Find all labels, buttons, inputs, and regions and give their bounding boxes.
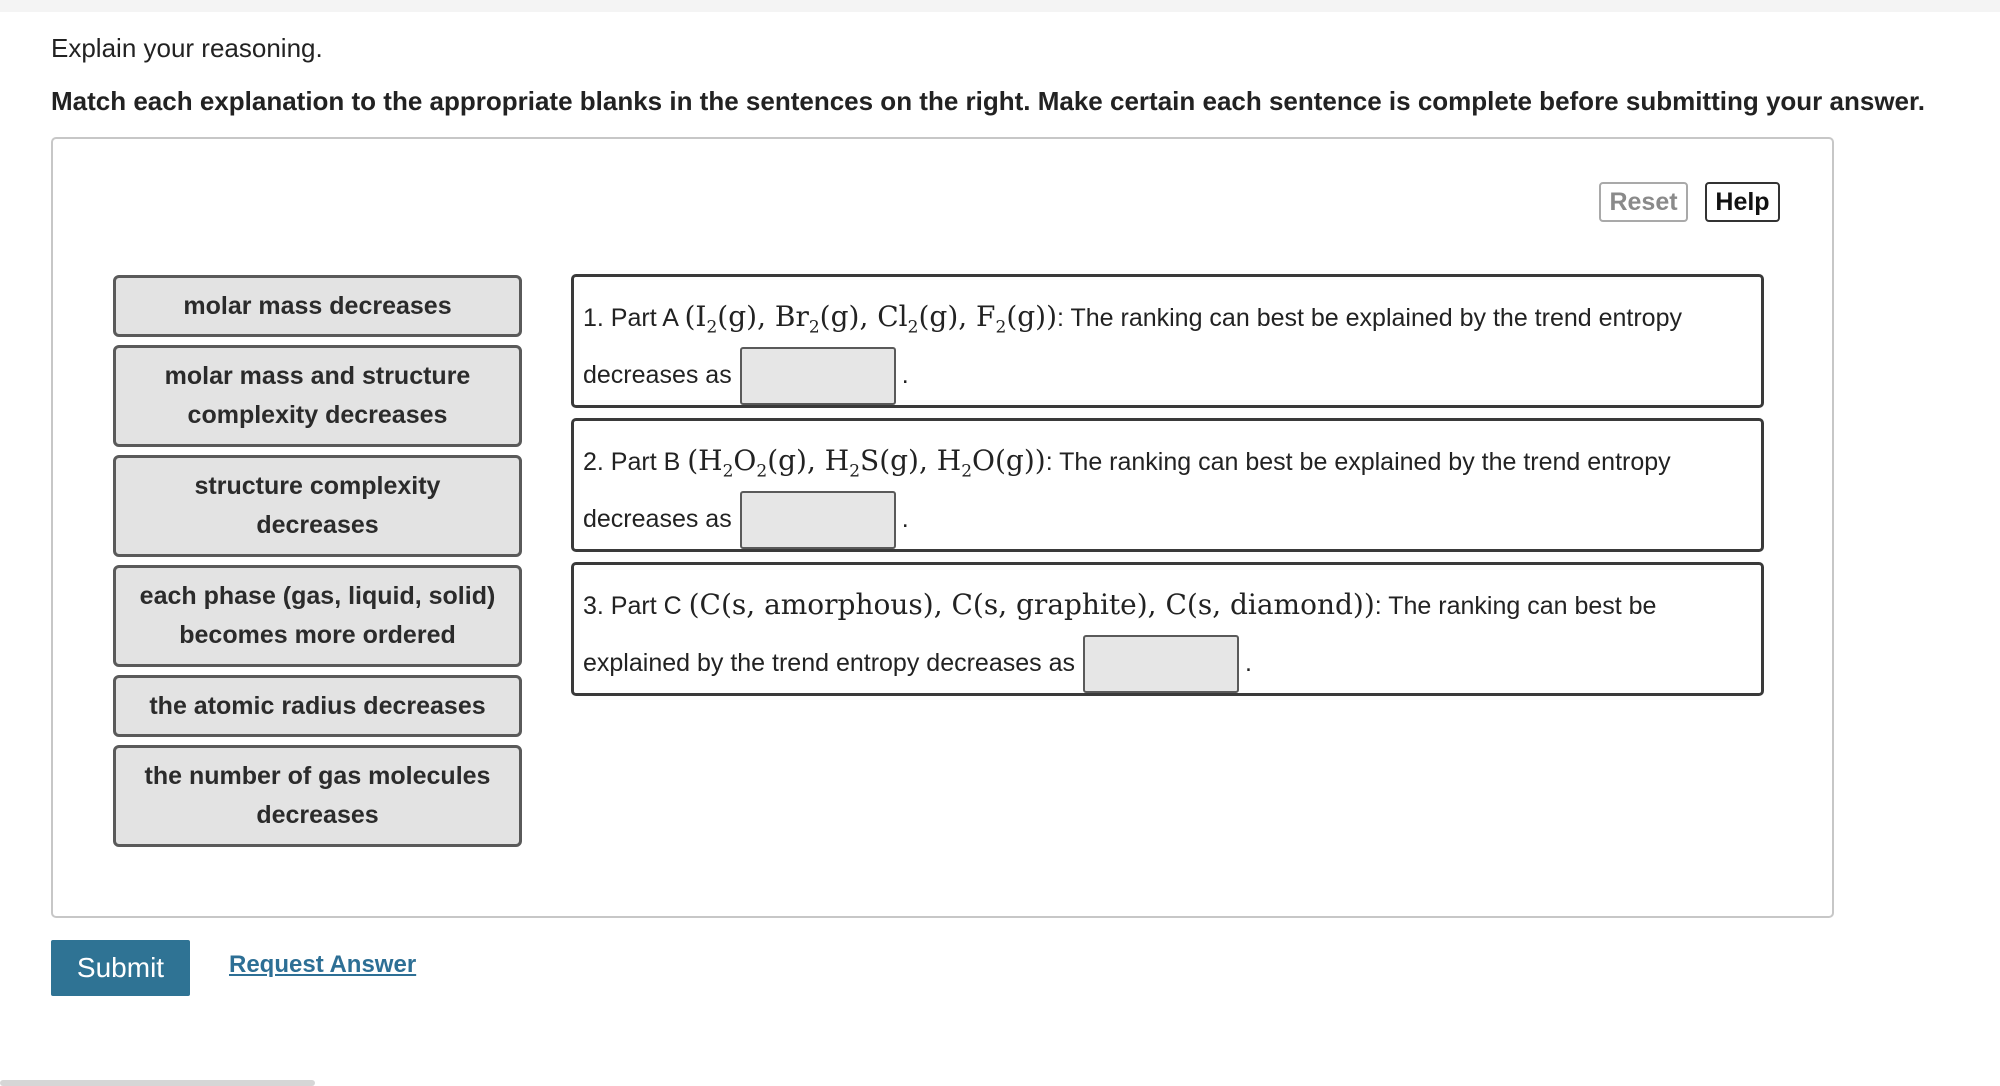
help-button[interactable]: Help (1705, 182, 1780, 222)
drop-target-blank-1[interactable] (740, 347, 896, 405)
chip-label-line2: decreases (256, 801, 379, 829)
answer-chip-phase-order[interactable] (113, 565, 522, 667)
sentence-line2: explained by the trend entropy decreases as . (583, 635, 1761, 693)
answer-chip-gas-molecules[interactable] (113, 745, 522, 847)
directions-text: Match each explanation to the appropriate blanks in the sentences on the right. Make certain each sentence is complete before submitting your answer. (51, 86, 1925, 116)
prompt-text: Explain your reasoning. (51, 33, 323, 63)
sentence-line2: decreases as . (583, 347, 1761, 405)
chip-label-line1: each phase (gas, liquid, solid) (139, 582, 496, 610)
species-list: ($H_2O_2(g)$, $H_2S(g)$, $H_2O(g)$) (687, 444, 1046, 482)
sentence-part-a (571, 274, 1764, 408)
sentence-line2: decreases as . (583, 491, 1761, 549)
horizontal-scrollbar[interactable] (0, 1080, 315, 1086)
answer-chip-molar-mass-structure[interactable] (113, 345, 522, 447)
reset-button[interactable]: Reset (1599, 182, 1688, 222)
request-answer-link[interactable]: Request Answer (229, 951, 417, 978)
sentence-line1: 2. Part B ($H_2O_2(g)$, $H_2S(g)$, $H_2O(g)$): The ranking can best be explained by the trend entropy (583, 444, 1671, 482)
chip-label: the atomic radius decreases (149, 691, 486, 720)
answer-chip-atomic-radius[interactable] (113, 675, 522, 737)
chip-label-line1: molar mass and structure (164, 362, 471, 390)
sentence-line1: 1. Part A ($I_2(g)$, $Br_2(g)$, $Cl_2(g)$, $F_2(g)$): The ranking can best be explained by the trend entropy (583, 300, 1682, 338)
submit-button[interactable]: Submit (51, 940, 190, 996)
chip-label-line2: complexity decreases (187, 401, 448, 429)
answer-chip-structure-complexity[interactable] (113, 455, 522, 557)
chip-label-line1: structure complexity (194, 472, 441, 500)
drop-target-blank-2[interactable] (740, 491, 896, 549)
chip-label: molar mass decreases (183, 291, 452, 320)
species-list: (C(s, amorphous), C(s, graphite), C(s, diamond)) (688, 588, 1375, 621)
sentence-part-c (571, 562, 1764, 696)
sentence-part-b (571, 418, 1764, 552)
chip-label-line2: decreases (256, 511, 379, 539)
chip-label-line1: the number of gas molecules (144, 762, 491, 790)
sentence-line1: 3. Part C (C(s, amorphous), C(s, graphite), C(s, diamond)): The ranking can best be (583, 588, 1657, 621)
chip-label-line2: becomes more ordered (179, 621, 456, 649)
drop-target-blank-3[interactable] (1083, 635, 1239, 693)
species-text: $H_2O_2(g)$, $H_2S(g)$, $H_2O(g)$ (698, 444, 1035, 482)
top-bar (0, 0, 2000, 12)
answer-chip-molar-mass[interactable] (113, 275, 522, 337)
species-list: ($I_2(g)$, $Br_2(g)$, $Cl_2(g)$, $F_2(g)$) (684, 300, 1058, 338)
